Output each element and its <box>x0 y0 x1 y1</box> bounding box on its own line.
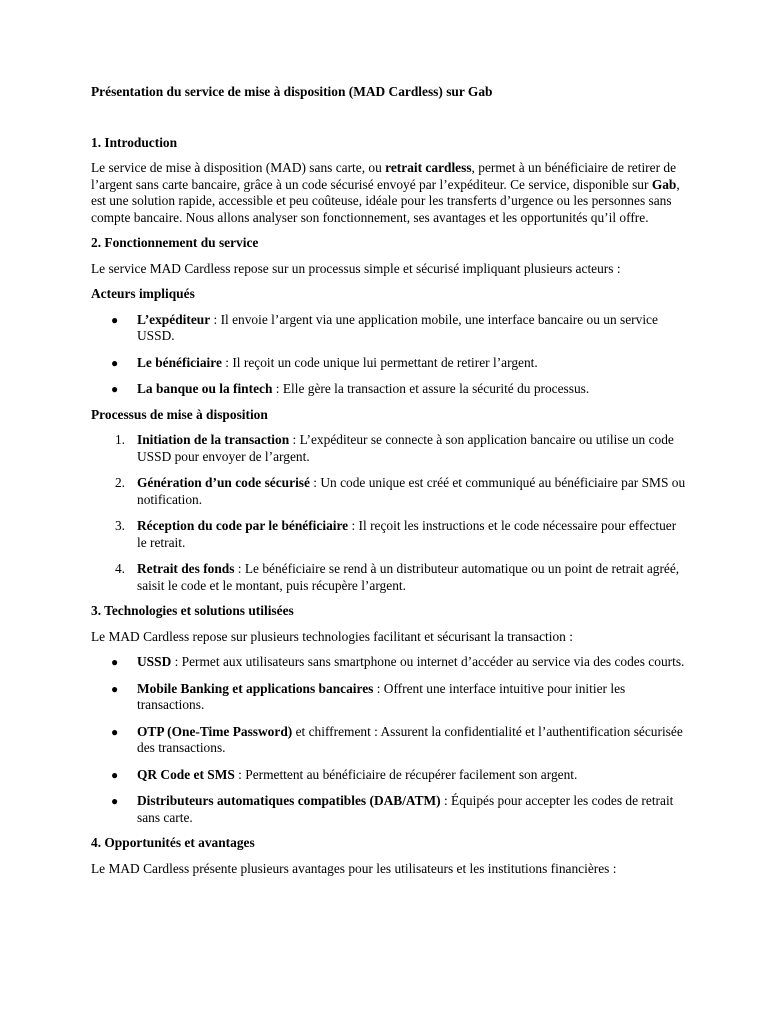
list-item-text: : Il envoie l’argent via une application mobile, une interface bancaire ou un service USSD. <box>137 311 658 343</box>
list-item-bold: Distributeurs automatiques compatibles (DAB/ATM) <box>137 793 441 808</box>
list-item-bold: Le bénéficiaire <box>137 354 222 370</box>
bullet-icon: ● <box>111 794 119 808</box>
processus-list <box>91 432 688 594</box>
opportunites-paragraph: Le MAD Cardless présente plusieurs avantages pour les utilisateurs et les institutions financières : <box>91 860 617 876</box>
document-title: Présentation du service de mise à disposition (MAD Cardless) sur Gab <box>91 84 493 99</box>
section-heading-technologies: 3. Technologies et solutions utilisées <box>91 603 294 618</box>
intro-text-1: Le service de mise à disposition (MAD) sans carte, ou <box>91 160 386 175</box>
list-item <box>91 432 688 465</box>
list-item-bold: La banque ou la fintech <box>137 381 273 396</box>
intro-text-3: , est une solution rapide, accessible et peu coûteuse, idéale pour les transferts d’urgence ou les personnes sans compte bancaire. Nous allons analyser son fonctionnement, ses avantages et les opportunités qu’il offre. <box>91 176 680 225</box>
section-heading-opportunites: 4. Opportunités et avantages <box>91 835 255 850</box>
section-heading-introduction: 1. Introduction <box>91 134 178 150</box>
list-item-text: : L’expéditeur se connecte à son application bancaire ou utilise un code USSD pour envoyer de l’argent. <box>137 432 674 464</box>
list-item <box>91 681 688 714</box>
list-item-text: : Un code unique est créé et communiqué au bénéficiaire par SMS ou notification. <box>137 475 686 507</box>
list-item-text: : Offrent une interface intuitive pour initier les transactions. <box>137 680 626 712</box>
list-item-text: : Le bénéficiaire se rend à un distributeur automatique ou un point de retrait agréé, saisit le code et le montant, puis récupère l’argent. <box>137 561 680 593</box>
technologies-paragraph: Le MAD Cardless repose sur plusieurs technologies facilitant et sécurisant la transaction : <box>91 628 573 644</box>
intro-bold-gab: Gab <box>651 176 677 192</box>
section-technologies <box>91 603 688 826</box>
list-item-text: : Permettent au bénéficiaire de récupérer facilement son argent. <box>234 766 578 782</box>
list-item <box>91 767 688 784</box>
list-item <box>91 381 688 398</box>
list-number: 4. <box>114 561 125 576</box>
list-item-text: : Équipés pour accepter les codes de retrait sans carte. <box>137 793 674 825</box>
section-introduction <box>91 135 688 227</box>
list-item <box>91 724 688 757</box>
bullet-icon: ● <box>111 382 119 396</box>
list-item-bold: Mobile Banking et applications bancaires <box>137 680 374 696</box>
fonctionnement-paragraph: Le service MAD Cardless repose sur un processus simple et sécurisé impliquant plusieurs acteurs : <box>91 260 621 276</box>
list-item-text: et chiffrement : Assurent la confidentialité et l’authentification sécurisée des transactions. <box>137 723 683 755</box>
bullet-icon: ● <box>111 767 119 782</box>
section-fonctionnement <box>91 235 688 594</box>
introduction-paragraph <box>91 160 688 226</box>
bullet-icon: ● <box>111 355 119 370</box>
technologies-list <box>91 654 688 826</box>
list-item-bold: OTP (One-Time Password) <box>137 723 293 739</box>
list-item <box>91 355 688 372</box>
list-item <box>91 518 688 551</box>
list-item-bold: USSD <box>137 654 172 669</box>
list-item-text: : Elle gère la transaction et assure la sécurité du processus. <box>272 381 590 396</box>
list-item-text: : Il reçoit un code unique lui permettant de retirer l’argent. <box>221 354 538 370</box>
list-number: 3. <box>114 518 125 533</box>
list-item <box>91 561 688 594</box>
list-item <box>91 793 688 826</box>
list-item-bold: Retrait des fonds <box>137 561 235 576</box>
list-number: 2. <box>114 475 125 490</box>
list-item <box>91 312 688 345</box>
list-number: 1. <box>114 432 125 447</box>
list-item-text: : Il reçoit les instructions et le code nécessaire pour effectuer le retrait. <box>137 518 677 550</box>
bullet-icon: ● <box>111 655 119 669</box>
list-item-bold: QR Code et SMS <box>137 766 235 782</box>
intro-bold-retrait-cardless: retrait cardless <box>385 160 472 175</box>
acteurs-list <box>91 312 688 398</box>
subheading-acteurs: Acteurs impliqués <box>91 286 195 301</box>
list-item <box>91 654 688 671</box>
list-item-text: : Permet aux utilisateurs sans smartphone ou internet d’accéder au service via des codes courts. <box>171 654 685 669</box>
subheading-processus: Processus de mise à disposition <box>91 406 268 422</box>
list-item-bold: Initiation de la transaction <box>137 432 290 447</box>
bullet-icon: ● <box>111 312 119 327</box>
list-item-bold: Génération d’un code sécurisé <box>137 475 310 490</box>
intro-text-2: , permet à un bénéficiaire de retirer de l’argent sans carte bancaire, grâce à un code sécurisé envoyé par l’expéditeur. Ce service, disponible sur <box>91 160 677 192</box>
list-item-bold: L’expéditeur <box>137 311 211 327</box>
bullet-icon: ● <box>111 724 119 739</box>
list-item-bold: Réception du code par le bénéficiaire <box>137 518 349 533</box>
section-heading-fonctionnement: 2. Fonctionnement du service <box>91 235 259 250</box>
bullet-icon: ● <box>111 681 119 696</box>
section-opportunites <box>91 835 688 877</box>
list-item <box>91 475 688 508</box>
